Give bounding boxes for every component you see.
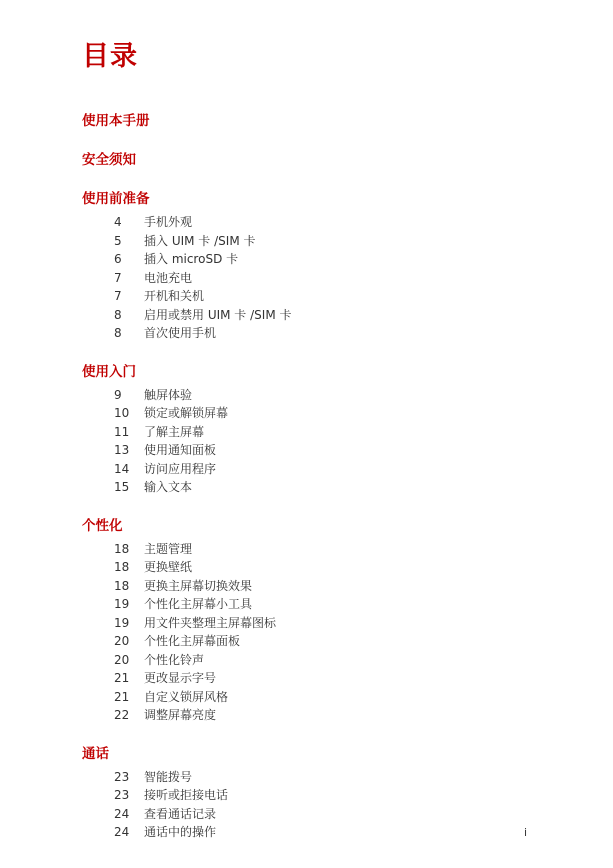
entry-page-number: 20 [114, 652, 130, 667]
section-spacer [82, 497, 552, 517]
toc-entry[interactable] [82, 768, 552, 787]
entry-page-number: 18 [114, 541, 130, 556]
toc-section [82, 112, 552, 131]
entry-title: 接听或拒接电话 [144, 788, 229, 802]
toc-section [82, 517, 552, 725]
toc-entry[interactable] [82, 213, 552, 232]
entry-page-number: 8 [114, 307, 122, 322]
entry-title: 了解主屏幕 [144, 424, 205, 439]
entry-page-number: 7 [114, 270, 122, 285]
section-heading[interactable]: 使用本手册 [82, 113, 150, 129]
entry-page-number: 11 [114, 424, 130, 439]
entry-title: 输入文本 [144, 480, 193, 494]
entry-page-number: 22 [114, 708, 130, 722]
toc-entry[interactable] [82, 669, 552, 688]
toc-entry[interactable] [82, 558, 552, 577]
toc-section [82, 151, 552, 170]
entry-page-number: 15 [114, 480, 130, 494]
entry-title: 开机和关机 [144, 289, 205, 303]
entry-title: 主题管理 [144, 541, 193, 556]
entry-title: 调整屏幕亮度 [144, 708, 217, 722]
entry-page-number: 14 [114, 461, 130, 476]
entry-page-number: 13 [114, 443, 130, 457]
table-of-contents [82, 112, 552, 842]
entry-title: 更换壁纸 [144, 560, 193, 574]
section-heading[interactable]: 安全须知 [82, 152, 136, 168]
entry-page-number: 5 [114, 233, 122, 248]
entry-title: 手机外观 [144, 215, 193, 229]
entry-page-number: 7 [114, 289, 122, 303]
toc-entry[interactable] [82, 404, 552, 423]
page-number: i [524, 826, 528, 839]
entry-title: 启用或禁用 UIM 卡 /SIM 卡 [144, 307, 292, 322]
entry-page-number: 8 [114, 326, 122, 340]
entry-title: 锁定或解锁屏幕 [144, 406, 229, 420]
toc-entry[interactable] [82, 287, 552, 306]
entry-page-number: 24 [114, 806, 130, 821]
entry-page-number: 10 [114, 406, 130, 420]
entry-title: 个性化主屏幕面板 [144, 634, 241, 648]
toc-entry[interactable] [82, 688, 552, 707]
toc-entry[interactable] [82, 478, 552, 497]
entry-title: 查看通话记录 [144, 806, 217, 821]
section-heading[interactable]: 使用入门 [82, 363, 136, 380]
entry-title: 更改显示字号 [144, 671, 217, 685]
toc-entry[interactable] [82, 441, 552, 460]
toc-entry[interactable] [82, 460, 552, 479]
toc-section [82, 745, 552, 842]
entry-page-number: 19 [114, 597, 130, 611]
entry-title: 自定义锁屏风格 [144, 689, 229, 704]
toc-entry[interactable] [82, 269, 552, 288]
entry-page-number: 21 [114, 671, 130, 685]
entry-page-number: 18 [114, 560, 130, 574]
entry-page-number: 4 [114, 215, 122, 229]
entry-page-number: 23 [114, 788, 130, 802]
toc-entry[interactable] [82, 577, 552, 596]
entry-title: 使用通知面板 [144, 443, 217, 457]
section-heading[interactable]: 通话 [82, 745, 109, 762]
toc-entry[interactable] [82, 232, 552, 251]
entry-title: 个性化主屏幕小工具 [144, 597, 253, 611]
toc-entry[interactable] [82, 651, 552, 670]
toc-entry[interactable] [82, 614, 552, 633]
entry-page-number: 21 [114, 689, 130, 704]
section-spacer [82, 725, 552, 745]
toc-entry[interactable] [82, 632, 552, 651]
entry-title: 触屏体验 [144, 387, 193, 402]
toc-entry[interactable] [82, 540, 552, 559]
entry-title: 个性化铃声 [144, 652, 205, 667]
toc-entry[interactable] [82, 823, 552, 842]
section-spacer [82, 170, 552, 190]
entry-page-number: 20 [114, 634, 130, 648]
section-heading[interactable]: 使用前准备 [82, 191, 150, 207]
entry-title: 智能拨号 [144, 769, 193, 784]
toc-entry[interactable] [82, 786, 552, 805]
entry-title: 首次使用手机 [144, 326, 217, 340]
section-spacer [82, 343, 552, 363]
entry-page-number: 23 [114, 769, 130, 784]
entry-page-number: 18 [114, 578, 130, 593]
entry-title: 插入 UIM 卡 /SIM 卡 [144, 233, 256, 248]
toc-section [82, 190, 552, 343]
entry-title: 用文件夹整理主屏幕图标 [144, 615, 277, 630]
page-title: 目录 [82, 41, 138, 72]
entry-title: 更换主屏幕切换效果 [144, 578, 253, 593]
toc-entry[interactable] [82, 595, 552, 614]
entry-page-number: 24 [114, 825, 130, 839]
entry-page-number: 19 [114, 615, 130, 630]
toc-section [82, 363, 552, 497]
entry-page-number: 6 [114, 252, 122, 266]
toc-entry[interactable] [82, 805, 552, 824]
toc-entry[interactable] [82, 386, 552, 405]
toc-entry[interactable] [82, 306, 552, 325]
entry-title: 通话中的操作 [144, 825, 217, 839]
entry-title: 访问应用程序 [144, 461, 217, 476]
toc-entry[interactable] [82, 423, 552, 442]
entry-title: 插入 microSD 卡 [144, 252, 239, 266]
section-spacer [82, 131, 552, 151]
toc-entry[interactable] [82, 250, 552, 269]
entry-title: 电池充电 [144, 270, 193, 285]
entry-page-number: 9 [114, 387, 122, 402]
toc-entry[interactable] [82, 324, 552, 343]
section-heading[interactable]: 个性化 [82, 517, 123, 534]
toc-entry[interactable] [82, 706, 552, 725]
